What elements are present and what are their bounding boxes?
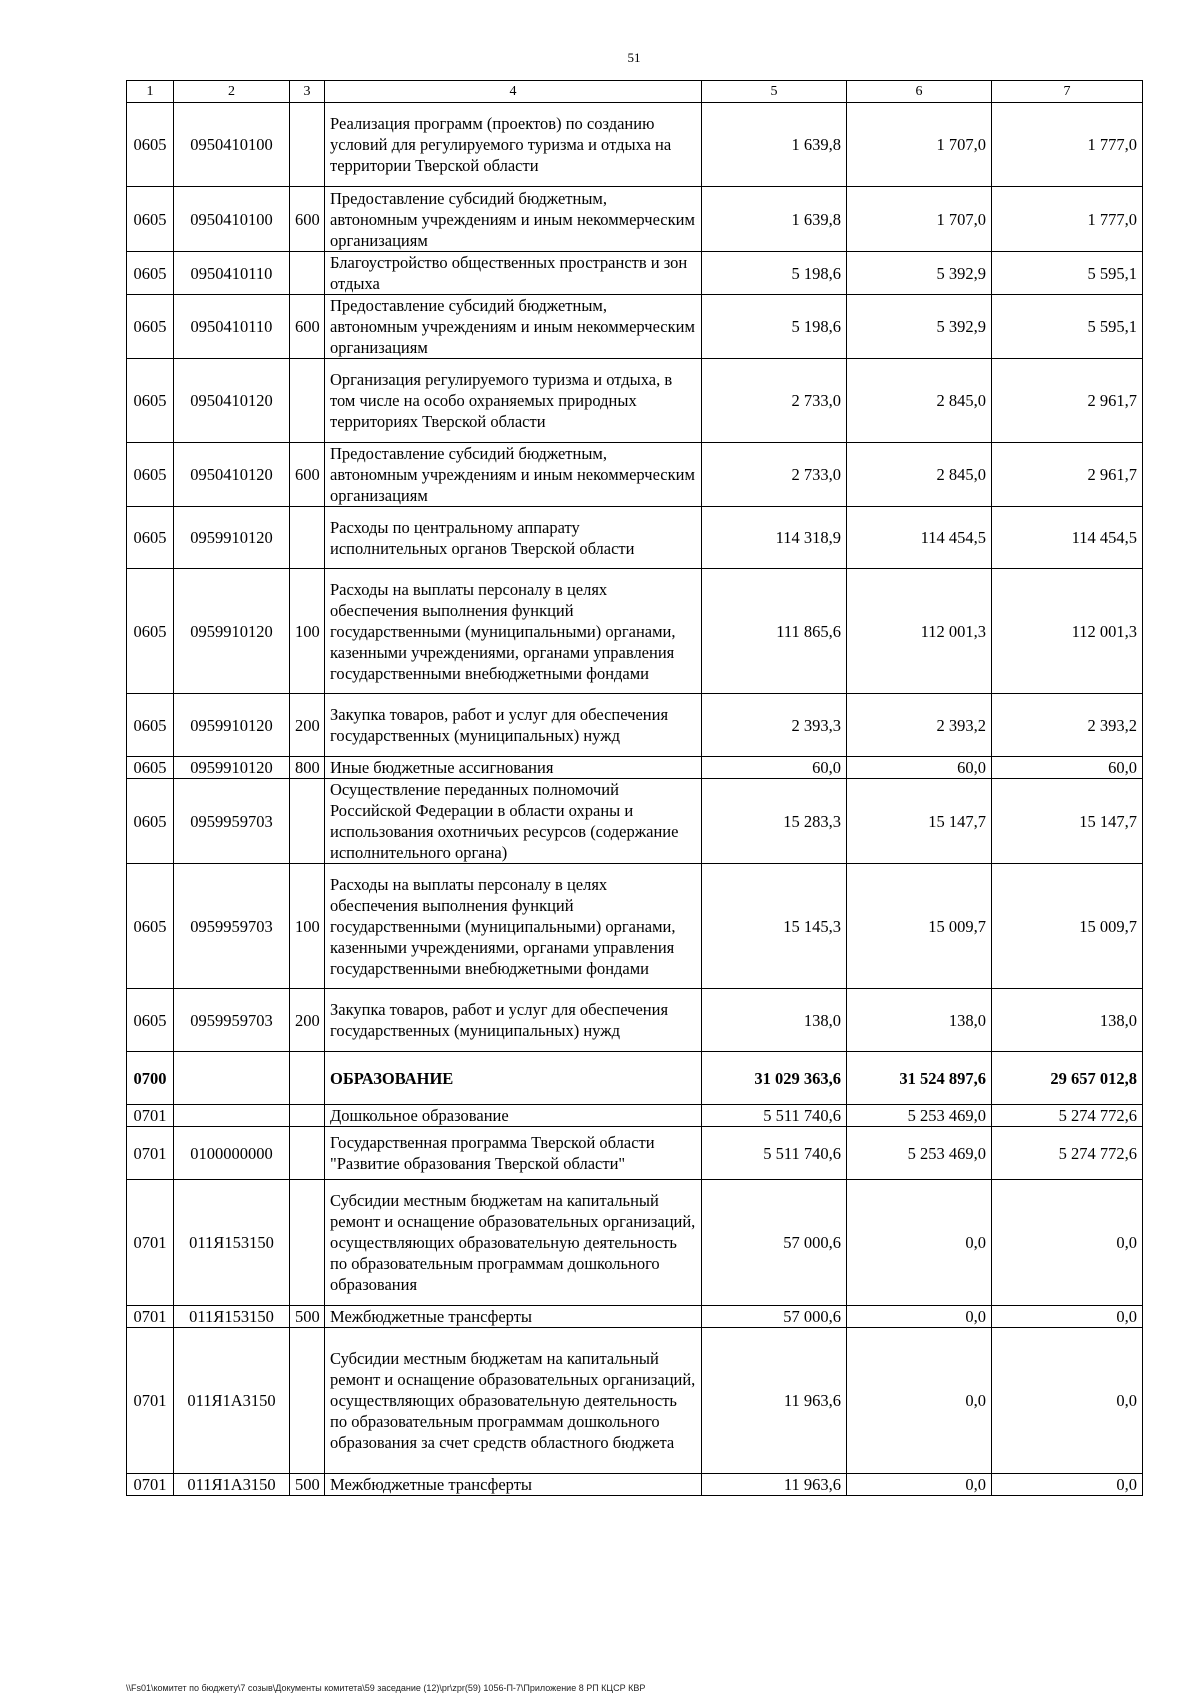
amount-year3-cell: 5 595,1 (992, 295, 1143, 359)
target-article-cell: 0950410120 (174, 443, 290, 507)
amount-year1-cell: 138,0 (702, 989, 847, 1052)
amount-year1-cell: 11 963,6 (702, 1328, 847, 1474)
amount-year1-cell: 57 000,6 (702, 1180, 847, 1306)
amount-year3-cell: 15 147,7 (992, 779, 1143, 864)
table-row (127, 1474, 1143, 1496)
target-article-cell (174, 1052, 290, 1105)
expense-type-cell: 600 (290, 295, 325, 359)
table-row (127, 507, 1143, 569)
amount-year2-cell: 0,0 (847, 1306, 992, 1328)
amount-year3-cell: 0,0 (992, 1180, 1143, 1306)
amount-year2-cell: 15 147,7 (847, 779, 992, 864)
amount-year3-cell: 0,0 (992, 1474, 1143, 1496)
item-name-cell: Благоустройство общественных пространств и зон отдыха (325, 252, 702, 295)
section-code-cell: 0701 (127, 1180, 174, 1306)
item-name-cell: Расходы на выплаты персоналу в целях обеспечения выполнения функций государственными (муниципальными) органами, казенными учреждениями, органами управления государственными внебюджетными фондами (325, 569, 702, 694)
amount-year2-cell: 0,0 (847, 1180, 992, 1306)
header-cell: 3 (290, 81, 325, 103)
target-article-cell: 0959959703 (174, 864, 290, 989)
target-article-cell: 0959959703 (174, 989, 290, 1052)
expense-type-cell: 100 (290, 569, 325, 694)
section-code-cell: 0605 (127, 779, 174, 864)
amount-year2-cell: 1 707,0 (847, 103, 992, 187)
item-name-cell: Межбюджетные трансферты (325, 1474, 702, 1496)
table-row (127, 1328, 1143, 1474)
table-row (127, 694, 1143, 757)
amount-year2-cell: 2 393,2 (847, 694, 992, 757)
target-article-cell: 0950410110 (174, 295, 290, 359)
item-name-cell: Предоставление субсидий бюджетным, автономным учреждениям и иным некоммерческим организациям (325, 443, 702, 507)
target-article-cell: 0959910120 (174, 694, 290, 757)
table-row (127, 1052, 1143, 1105)
item-name-cell: Расходы по центральному аппарату исполнительных органов Тверской области (325, 507, 702, 569)
target-article-cell: 0950410110 (174, 252, 290, 295)
amount-year3-cell: 1 777,0 (992, 103, 1143, 187)
target-article-cell (174, 1105, 290, 1127)
section-code-cell: 0605 (127, 864, 174, 989)
header-cell: 7 (992, 81, 1143, 103)
expense-type-cell (290, 1328, 325, 1474)
section-code-cell: 0605 (127, 295, 174, 359)
section-code-cell: 0701 (127, 1127, 174, 1180)
amount-year2-cell: 0,0 (847, 1474, 992, 1496)
section-code-cell: 0605 (127, 103, 174, 187)
amount-year2-cell: 138,0 (847, 989, 992, 1052)
section-code-cell: 0700 (127, 1052, 174, 1105)
target-article-cell: 011Я1А3150 (174, 1328, 290, 1474)
table-row (127, 757, 1143, 779)
item-name-cell: Реализация программ (проектов) по созданию условий для регулируемого туризма и отдыха на территории Тверской области (325, 103, 702, 187)
section-code-cell: 0605 (127, 443, 174, 507)
page-number: 51 (627, 50, 641, 65)
amount-year1-cell: 111 865,6 (702, 569, 847, 694)
item-name-cell: Государственная программа Тверской области "Развитие образования Тверской области" (325, 1127, 702, 1180)
table-row (127, 295, 1143, 359)
target-article-cell: 0959959703 (174, 779, 290, 864)
amount-year3-cell: 15 009,7 (992, 864, 1143, 989)
amount-year1-cell: 57 000,6 (702, 1306, 847, 1328)
section-code-cell: 0701 (127, 1105, 174, 1127)
section-code-cell: 0605 (127, 989, 174, 1052)
amount-year2-cell: 5 253 469,0 (847, 1105, 992, 1127)
table-row (127, 569, 1143, 694)
amount-year3-cell: 2 393,2 (992, 694, 1143, 757)
item-name-cell: Осуществление переданных полномочий Российской Федерации в области охраны и использования охотничьих ресурсов (содержание исполнительного органа) (325, 779, 702, 864)
expense-type-cell (290, 359, 325, 443)
amount-year3-cell: 5 595,1 (992, 252, 1143, 295)
amount-year3-cell: 60,0 (992, 757, 1143, 779)
amount-year1-cell: 31 029 363,6 (702, 1052, 847, 1105)
expense-type-cell: 200 (290, 989, 325, 1052)
table-row (127, 989, 1143, 1052)
section-code-cell: 0605 (127, 359, 174, 443)
amount-year2-cell: 60,0 (847, 757, 992, 779)
table-row (127, 187, 1143, 252)
item-name-cell: Расходы на выплаты персоналу в целях обеспечения выполнения функций государственными (муниципальными) органами, казенными учреждениями, органами управления государственными внебюджетными фондами (325, 864, 702, 989)
header-row (127, 81, 1143, 103)
amount-year1-cell: 1 639,8 (702, 103, 847, 187)
expense-type-cell (290, 1180, 325, 1306)
amount-year3-cell: 2 961,7 (992, 443, 1143, 507)
amount-year2-cell: 5 392,9 (847, 252, 992, 295)
amount-year2-cell: 15 009,7 (847, 864, 992, 989)
table-row (127, 103, 1143, 187)
expense-type-cell: 200 (290, 694, 325, 757)
expense-type-cell (290, 103, 325, 187)
item-name-cell: Межбюджетные трансферты (325, 1306, 702, 1328)
expense-type-cell (290, 1105, 325, 1127)
item-name-cell: Закупка товаров, работ и услуг для обеспечения государственных (муниципальных) нужд (325, 989, 702, 1052)
amount-year1-cell: 2 733,0 (702, 359, 847, 443)
amount-year2-cell: 112 001,3 (847, 569, 992, 694)
table-row (127, 864, 1143, 989)
budget-table (126, 80, 1143, 1496)
expense-type-cell (290, 507, 325, 569)
amount-year3-cell: 138,0 (992, 989, 1143, 1052)
target-article-cell: 0950410100 (174, 103, 290, 187)
target-article-cell: 0959910120 (174, 507, 290, 569)
amount-year3-cell: 114 454,5 (992, 507, 1143, 569)
section-code-cell: 0605 (127, 569, 174, 694)
item-name-cell: Предоставление субсидий бюджетным, автономным учреждениям и иным некоммерческим организациям (325, 295, 702, 359)
table-row (127, 359, 1143, 443)
amount-year3-cell: 0,0 (992, 1328, 1143, 1474)
table-row (127, 443, 1143, 507)
section-code-cell: 0605 (127, 694, 174, 757)
table-row (127, 1105, 1143, 1127)
item-name-cell: Дошкольное образование (325, 1105, 702, 1127)
amount-year3-cell: 1 777,0 (992, 187, 1143, 252)
expense-type-cell (290, 779, 325, 864)
amount-year3-cell: 29 657 012,8 (992, 1052, 1143, 1105)
target-article-cell: 0950410120 (174, 359, 290, 443)
item-name-cell: Иные бюджетные ассигнования (325, 757, 702, 779)
amount-year1-cell: 2 733,0 (702, 443, 847, 507)
amount-year1-cell: 2 393,3 (702, 694, 847, 757)
table-row (127, 1127, 1143, 1180)
section-code-cell: 0701 (127, 1474, 174, 1496)
footer-file-path: \\Fs01\комитет по бюджету\7 созыв\Документы комитета\59 заседание (12)\pr\zpr(59) 1056-П-7\Приложение 8 РП КЦСР КВР (126, 1683, 646, 1693)
target-article-cell: 0959910120 (174, 757, 290, 779)
section-code-cell: 0605 (127, 507, 174, 569)
amount-year1-cell: 15 283,3 (702, 779, 847, 864)
expense-type-cell (290, 1052, 325, 1105)
section-code-cell: 0701 (127, 1328, 174, 1474)
target-article-cell: 011Я1А3150 (174, 1474, 290, 1496)
expense-type-cell: 500 (290, 1306, 325, 1328)
amount-year1-cell: 11 963,6 (702, 1474, 847, 1496)
amount-year2-cell: 2 845,0 (847, 443, 992, 507)
amount-year2-cell: 2 845,0 (847, 359, 992, 443)
amount-year2-cell: 114 454,5 (847, 507, 992, 569)
amount-year1-cell: 5 511 740,6 (702, 1127, 847, 1180)
amount-year2-cell: 1 707,0 (847, 187, 992, 252)
amount-year3-cell: 2 961,7 (992, 359, 1143, 443)
header-cell: 2 (174, 81, 290, 103)
header-cell: 6 (847, 81, 992, 103)
expense-type-cell (290, 1127, 325, 1180)
amount-year1-cell: 5 198,6 (702, 252, 847, 295)
amount-year3-cell: 5 274 772,6 (992, 1105, 1143, 1127)
amount-year3-cell: 0,0 (992, 1306, 1143, 1328)
table-row (127, 779, 1143, 864)
header-cell: 1 (127, 81, 174, 103)
amount-year1-cell: 5 198,6 (702, 295, 847, 359)
section-code-cell: 0605 (127, 757, 174, 779)
expense-type-cell: 600 (290, 443, 325, 507)
item-name-cell: Субсидии местным бюджетам на капитальный ремонт и оснащение образовательных организаций, осуществляющих образовательную деятельность по образовательным программам дошкольного образования (325, 1180, 702, 1306)
expense-type-cell: 500 (290, 1474, 325, 1496)
header-cell: 5 (702, 81, 847, 103)
amount-year2-cell: 5 253 469,0 (847, 1127, 992, 1180)
target-article-cell: 011Я153150 (174, 1180, 290, 1306)
amount-year3-cell: 112 001,3 (992, 569, 1143, 694)
item-name-cell: Закупка товаров, работ и услуг для обеспечения государственных (муниципальных) нужд (325, 694, 702, 757)
amount-year2-cell: 31 524 897,6 (847, 1052, 992, 1105)
amount-year1-cell: 60,0 (702, 757, 847, 779)
amount-year1-cell: 1 639,8 (702, 187, 847, 252)
target-article-cell: 011Я153150 (174, 1306, 290, 1328)
section-code-cell: 0605 (127, 252, 174, 295)
target-article-cell: 0100000000 (174, 1127, 290, 1180)
expense-type-cell (290, 252, 325, 295)
amount-year1-cell: 114 318,9 (702, 507, 847, 569)
section-code-cell: 0701 (127, 1306, 174, 1328)
amount-year3-cell: 5 274 772,6 (992, 1127, 1143, 1180)
expense-type-cell: 600 (290, 187, 325, 252)
table-row (127, 1306, 1143, 1328)
item-name-cell: Предоставление субсидий бюджетным, автономным учреждениям и иным некоммерческим организациям (325, 187, 702, 252)
amount-year1-cell: 5 511 740,6 (702, 1105, 847, 1127)
header-cell: 4 (325, 81, 702, 103)
item-name-cell: Субсидии местным бюджетам на капитальный ремонт и оснащение образовательных организаций, осуществляющих образовательную деятельность по образовательным программам дошкольного образования за счет средств областного бюджета (325, 1328, 702, 1474)
expense-type-cell: 800 (290, 757, 325, 779)
target-article-cell: 0950410100 (174, 187, 290, 252)
item-name-cell: Организация регулируемого туризма и отдыха, в том числе на особо охраняемых природных территориях Тверской области (325, 359, 702, 443)
target-article-cell: 0959910120 (174, 569, 290, 694)
expense-type-cell: 100 (290, 864, 325, 989)
amount-year1-cell: 15 145,3 (702, 864, 847, 989)
table-row (127, 252, 1143, 295)
item-name-cell: ОБРАЗОВАНИЕ (325, 1052, 702, 1105)
amount-year2-cell: 0,0 (847, 1328, 992, 1474)
section-code-cell: 0605 (127, 187, 174, 252)
table-row (127, 1180, 1143, 1306)
amount-year2-cell: 5 392,9 (847, 295, 992, 359)
